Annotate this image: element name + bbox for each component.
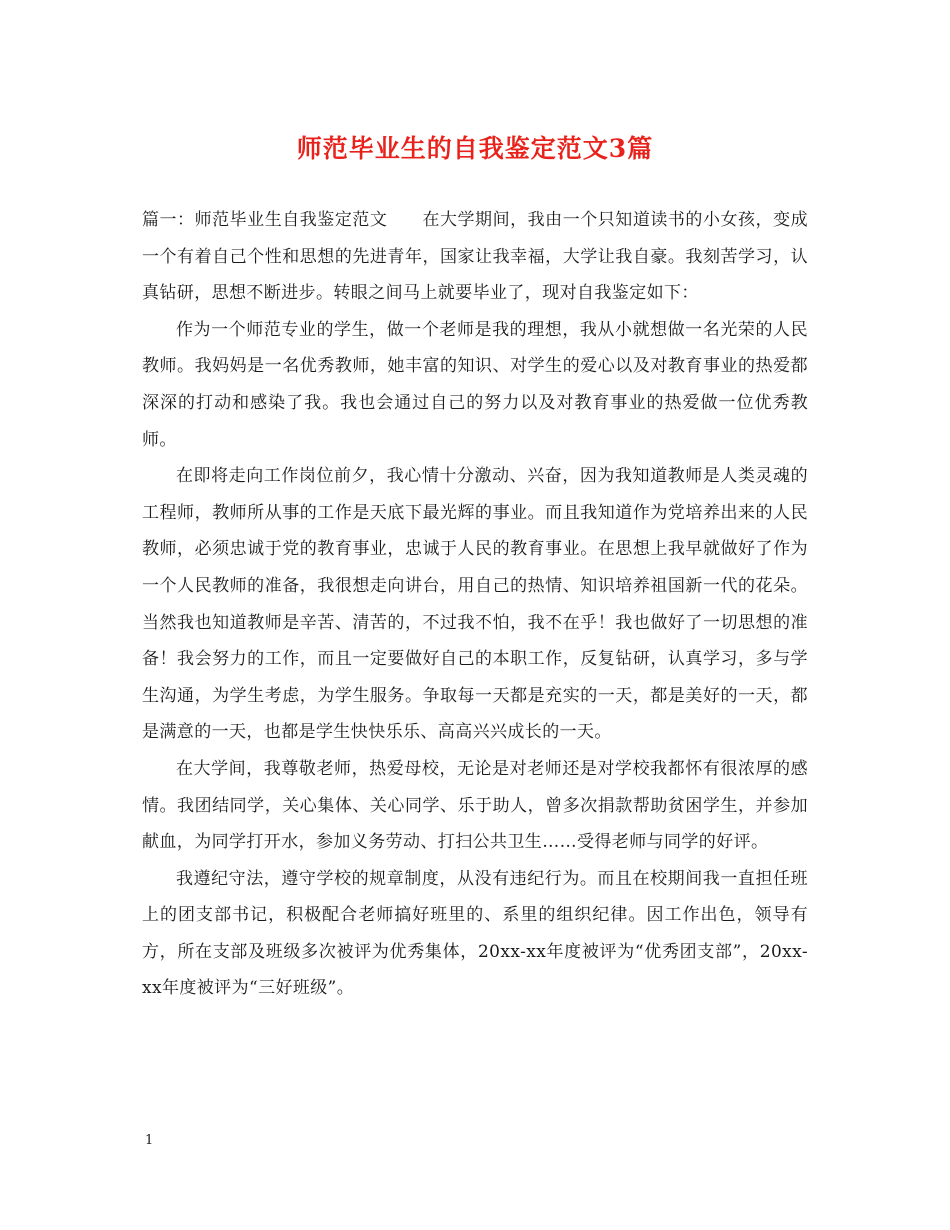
paragraph-intro: 篇一：师范毕业生自我鉴定范文 在大学期间，我由一个只知道读书的小女孩，变成一个有着自己个性和思想的先进青年，国家让我幸福，大学让我自豪。我刻苦学习，认真钻研，思想不断进步。转眼之间马上就要毕业了，现对自我鉴定如下： <box>142 210 808 304</box>
paragraph-campus-life: 在大学间，我尊敬老师，热爱母校，无论是对老师还是对学校我都怀有很浓厚的感情。我团结同学，关心集体、关心同学、乐于助人，曾多次捐款帮助贫困学生，并参加献血，为同学打开水，参加义务劳动、打扫公共卫生……受得老师与同学的好评。 <box>142 758 808 853</box>
document-body <box>142 202 808 1007</box>
document-title: 师范毕业生的自我鉴定范文3篇 <box>296 134 654 163</box>
paragraph-ideal: 作为一个师范专业的学生，做一个老师是我的理想，我从小就想做一名光荣的人民教师。我妈妈是一名优秀教师，她丰富的知识、对学生的爱心以及对教育事业的热爱都深深的打动和感染了我。我也会通过自己的努力以及对教育事业的热爱做一位优秀教师。 <box>142 319 808 450</box>
page-number: 1 <box>145 1133 154 1148</box>
paragraph-career: 在即将走向工作岗位前夕，我心情十分激动、兴奋，因为我知道教师是人类灵魂的工程师，教师所从事的工作是天底下最光辉的事业。而且我知道作为党培养出来的人民教师，必须忠诚于党的教育事业，忠诚于人民的教育事业。在思想上我早就做好了作为一个人民教师的准备，我很想走向讲台，用自己的热情、知识培养祖国新一代的花朵。当然我也知道教师是辛苦、清苦的，不过我不怕，我不在乎！我也做好了一切思想的准备！我会努力的工作，而且一定要做好自己的本职工作，反复钻研，认真学习，多与学生沟通，为学生考虑，为学生服务。争取每一天都是充实的一天，都是美好的一天，都是满意的一天，也都是学生快快乐乐、高高兴兴成长的一天。 <box>142 466 808 743</box>
paragraph-discipline: 我遵纪守法，遵守学校的规章制度，从没有违纪行为。而且在校期间我一直担任班上的团支部书记，积极配合老师搞好班里的、系里的组织纪律。因工作出色，领导有方，所在支部及班级多次被评为优秀集体，20xx-xx年度被评为“优秀团支部”，20xx-xx年度被评为“三好班级”。 <box>142 868 808 999</box>
